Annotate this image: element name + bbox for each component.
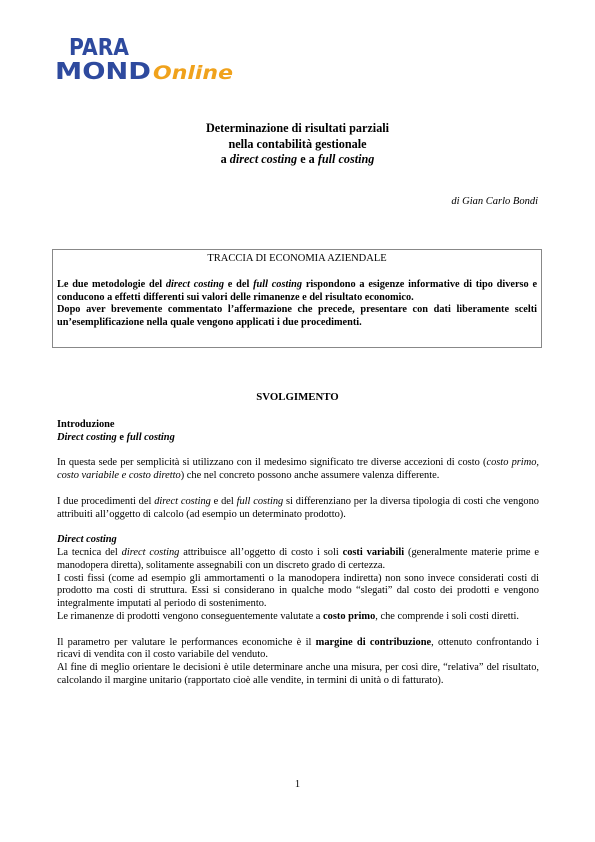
paragraph-unit-margin: Al fine di meglio orientare le decisioni è utile determinare anche una misura, per così dire, “relativa” del risultato, calcolando il margine unitario (rapportato cioè alle vendite, in termini di unità o di fatturato). xyxy=(57,662,539,686)
svolgimento-heading: SVOLGIMENTO xyxy=(256,391,339,403)
intro-subheading: Direct costing e full costing xyxy=(57,431,175,443)
title-line-2: nella contabilità gestionale xyxy=(228,136,367,151)
direct-costing-line-3: Le rimanenze di prodotti vengono conseguentemente valutate a costo primo, che comprende i soli costi diretti. xyxy=(57,610,519,622)
body-text xyxy=(57,419,539,688)
assignment-paragraph-1: Le due metodologie del direct costing e del full costing rispondono a esigenze informative di tipo diverso e conducono a effetti differenti sui valori delle rimanenze e del risultato economico. xyxy=(57,278,538,303)
assignment-title: TRACCIA DI ECONOMIA AZIENDALE xyxy=(207,253,387,264)
paramond-online-logo xyxy=(55,33,245,83)
assignment-box xyxy=(52,249,542,348)
paragraph-two-procedures: I due procedimenti del direct costing e del full costing si differenziano per la diversa tipologia di costi che vengono attribuiti all’oggetto di calcolo (ad esempio un determinato prodotto). xyxy=(57,495,539,520)
page-number: 1 xyxy=(294,779,301,790)
paragraph-cost-meanings: In questa sede per semplicità si utilizzano con il medesimo significato tre diverse accezioni di costo (costo primo, costo variabile e costo diretto) che nel concreto possono anche assumere valenza differente. xyxy=(57,457,539,482)
title-line-3: a direct costing e a full costing xyxy=(220,152,375,166)
author-byline: di Gian Carlo Bondi xyxy=(451,196,538,207)
direct-costing-line-1: La tecnica del direct costing attribuisce all’oggetto di costo i soli costi variabili (generalmente materie prime e manodopera diretta), solitamente assegnabili con un discreto grado di certezza. xyxy=(57,546,539,571)
logo-line1: PARA xyxy=(69,35,130,61)
logo-line2: MOND xyxy=(55,59,151,83)
direct-costing-line-2: I costi fissi (come ad esempio gli ammortamenti o la manodopera indiretta) non sono invece considerati costi di prodotto ma costi di struttura. Essi si considerano in qualche modo “slegati” dal costo dei prodotti e vengono integralmente imputati al periodo di sostenimento. xyxy=(57,572,539,610)
document-title xyxy=(0,121,595,168)
paragraph-contribution-margin: Il parametro per valutare le performances economiche è il margine di contribuzione, ottenuto confrontando i ricavi di vendita con il costo variabile del venduto. xyxy=(57,636,539,661)
logo-suffix: Online xyxy=(153,62,234,83)
title-line-1: Determinazione di risultati parziali xyxy=(205,121,390,135)
direct-costing-heading: Direct costing xyxy=(57,534,117,546)
assignment-paragraph-2: Dopo aver brevemente commentato l’affermazione che precede, presentare con dati liberamente scelti un’esemplificazione nella quale vengono applicati i due procedimenti. xyxy=(57,304,537,329)
intro-heading: Introduzione xyxy=(57,419,115,430)
